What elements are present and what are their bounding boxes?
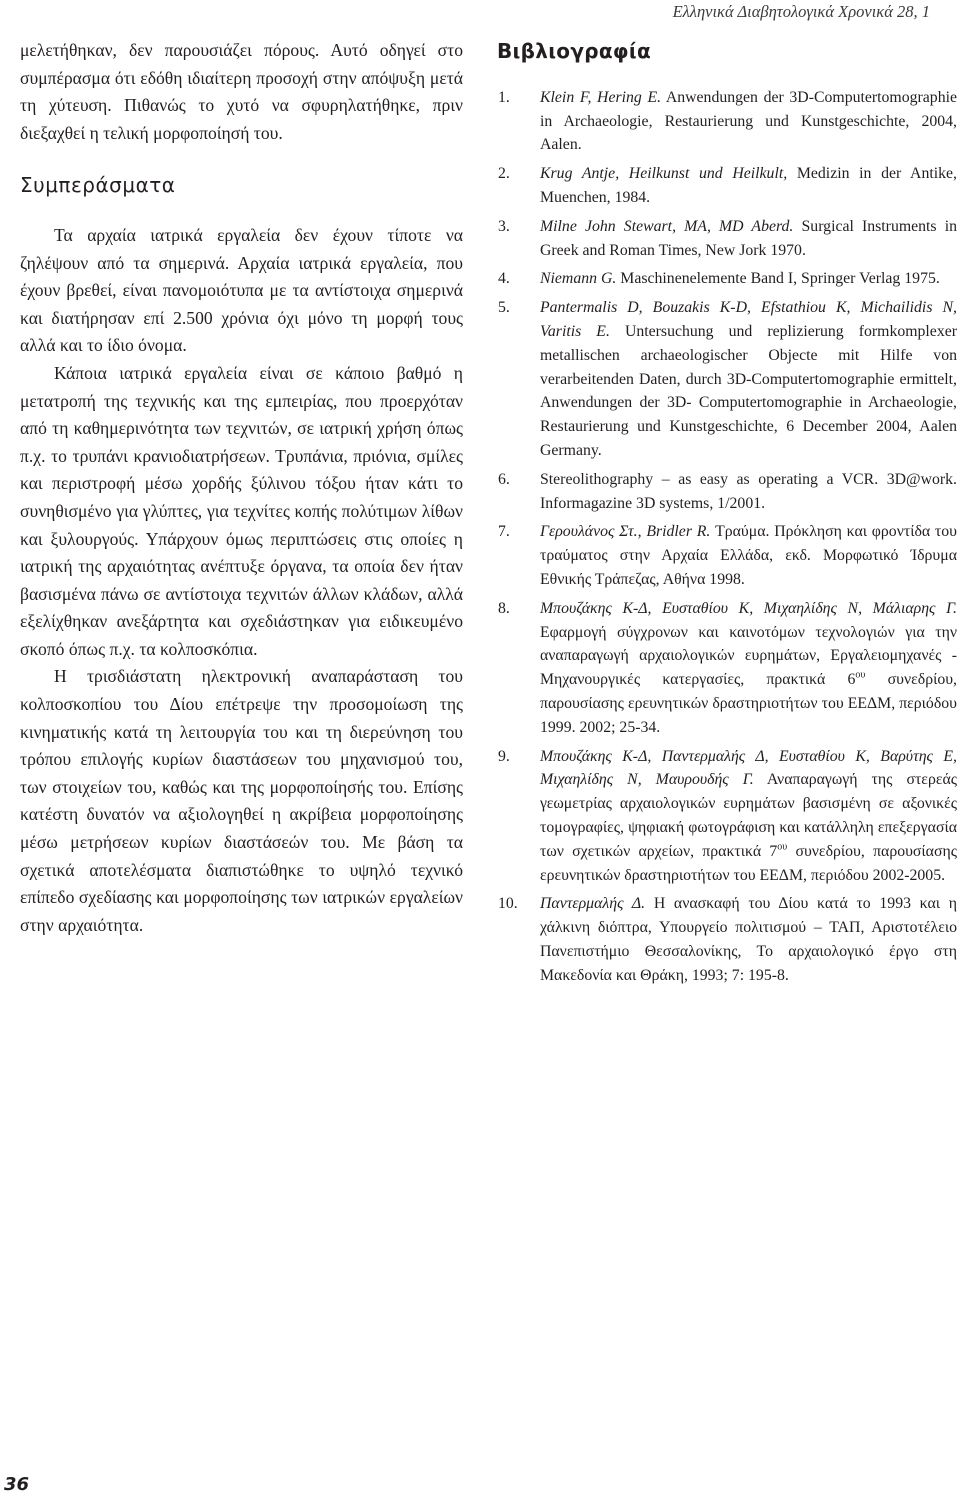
reference-authors: Pantermalis D, Bouzakis K-D, Efstathiou K, Michailidis N, Varitis E.	[540, 299, 957, 340]
reference-authors: Niemann G.	[540, 270, 617, 288]
running-head: Ελληνικά Διαβητολογικά Χρονικά 28, 1	[672, 2, 930, 21]
reference-text: Η ανασκαφή του Δίου κατά το 1993 και η χάλκινη διόπτρα, Υπουργείο πολιτισμού – ΤΑΠ, Αριστοτέλειο Πανεπιστήμιο Θεσσαλονίκης, Το αρχαιολογικό έργο στη Μακεδονία και Θράκη, 1993; 7: 195-8.	[540, 895, 957, 984]
bibliography-heading: Βιβλιογραφία	[497, 39, 652, 63]
reference-text: Anwendungen der 3D-Computertomographie in Archaeologie, Restaurierung und Kunstgeschichte, 2004, Aalen.	[540, 88, 957, 154]
reference-item	[497, 597, 957, 740]
reference-text: Αναπαραγωγή της στερεάς γεωμετρίας αρχαιολογικών ευρημάτων βασισμένη σε αξονικές τομογραφίες, ψηφιακή φωτογράφιση και κατάλληλη επεξεργασία των σχετικών αρχείων, πρακτικά 7	[540, 771, 957, 860]
reference-number: 9.	[498, 747, 510, 765]
ordinal-superscript: ου	[777, 841, 788, 853]
reference-item	[497, 215, 957, 263]
reference-item	[497, 296, 957, 463]
reference-text: Medizin in der Antike, Muenchen, 1984.	[540, 165, 957, 206]
reference-number: 5.	[498, 299, 510, 317]
reference-authors: Klein F, Hering E.	[540, 88, 662, 106]
reference-text: Maschinenelemente Band I, Springer Verlag 1975.	[616, 270, 940, 288]
reference-authors: Μπουζάκης Κ-Δ, Ευσταθίου Κ, Μιχαηλίδης Ν, Μάλιαρης Γ.	[540, 599, 957, 617]
reference-item	[497, 468, 957, 516]
reference-text: Untersuchung und replizierung formkomplexer metallischen archaeologischer Objecte mit Hilfe von verarbeitenden Daten, durch 3D-Computertomographie ermittelt, Anwendungen der 3D- Computertomographie in Archaeologie, Restaurierung und Kunstgeschichte, 6 December 2004, Aalen Germany.	[540, 322, 957, 459]
conclusions-paragraph: Κάποια ιατρικά εργαλεία είναι σε κάποιο βαθμό η μετατροπή της τεχνικής και της εμπειρίας, που προερχόταν από τη καθημερινότητα των τεχνιτών, σε ιατρική χρήση όπως π.χ. το τρυπάνι κρανιοδιατρήσεων. Τρυπάνια, πριόνια, σμίλες και περιστροφή μέσω χορδής ξύλινου τόξου ήταν κάτι το συνηθισμένο για γλύπτες, για τεχνίτες κοπής πολύτιμων λίθων και ξυλουργούς. Υπάρχουν όμως περιπτώσεις στις οποίες η ιατρική της αρχαιότητας ανέπτυξε όργανα, τα οποία δεν ήταν βασισμένα πάνω σε αντίστοιχα τεχνιτών άλλων κλάδων, αλλά εξελίχθηκαν ανεξάρτητα και σχεδιάστηκαν για ειδικευμένο σκοπό όπως π.χ. τα κολποσκόπια.	[20, 362, 463, 659]
reference-text-continued: συνεδρίου, παρουσίασης ερευνητικών δραστηριοτήτων του ΕΕΔΜ, περιόδου 1999. 2002; 25-34.	[540, 671, 957, 736]
body-text-column	[20, 37, 463, 939]
reference-item	[497, 892, 957, 987]
reference-text: Εφαρμογή σύγχρονων και καινοτόμων τεχνολογιών για την αναπαραγωγή αρχαιολογικών ευρημάτων, Εργαλειομηχανές - Μηχανουργικές κατεργασίες, πρακτικά 6	[540, 623, 957, 689]
reference-item	[497, 86, 957, 157]
reference-text: Τραύμα. Πρόκληση και φροντίδα του τραύματος στην Αρχαία Ελλάδα, εκδ. Μορφωτικό Ίδρυμα Εθνικής Τράπεζας, Αθήνα 1998.	[540, 523, 957, 588]
reference-number: 7.	[498, 523, 510, 541]
conclusions-paragraph: Τα αρχαία ιατρικά εργαλεία δεν έχουν τίποτε να ζηλέψουν από τα σημερινά. Αρχαία ιατρικά εργαλεία, που έχουν βρεθεί, είναι πανομοιότυπα με τα αντίστοιχα σημερινά και διατήρησαν επί 2.500 χρόνια όχι μόνο τη μορφή τους αλλά και το ίδιο όνομα.	[20, 224, 463, 356]
reference-authors: Μπουζάκης Κ-Δ, Παντερμαλής Δ, Ευσταθίου Κ, Βαρύτης Ε, Μιχαηλίδης Ν, Μαυρουδής Γ.	[540, 747, 957, 789]
bibliography-column	[497, 40, 957, 992]
reference-text: Stereolithography – as easy as operating a VCR. 3D@work. Informagazine 3D systems, 1/2001.	[540, 470, 957, 512]
reference-authors: Παντερμαλής Δ.	[540, 895, 646, 913]
reference-number: 10.	[498, 895, 518, 913]
reference-number: 4.	[498, 270, 510, 288]
reference-text-continued: συνεδρίου, παρουσίασης ερευνητικών δραστηριοτήτων του ΕΕΔΜ, περιόδου 2002-2005.	[540, 842, 957, 884]
conclusions-paragraph: Η τρισδιάστατη ηλεκτρονική αναπαράσταση του κολποσκοπίου του Δίου επέτρεψε την προσομοίωση της κινηματικής κατά τη λειτουργία του και τη διερεύνηση του τρόπου επιλογής κυρίων διαστάσεων του μηχανισμού του, των στοιχείων του, καθώς και της μορφοποίησής του. Επίσης κατέστη δυνατόν να αξιολογηθεί η ακρίβεια μορφοποίησης μέσω μετρήσεων κυρίων διαστάσεών του. Με βάση τα σχετικά αποτελέσματα διαπιστώθηκε το υψηλό τεχνικό επίπεδο σχεδίασης και μορφοποίησης των ιατρικών εργαλείων στην αρχαιότητα.	[20, 666, 463, 935]
reference-authors: Krug Antje, Heilkunst und Heilkult,	[540, 165, 788, 183]
reference-number: 8.	[498, 599, 510, 617]
intro-paragraph: μελετήθηκαν, δεν παρουσιάζει πόρους. Αυτό οδηγεί στο συμπέρασμα ότι εδόθη ιδιαίτερη προσοχή στην απόψυξη μετά τη χύτευση. Πιθανώς το χυτό να σφυρηλατήθηκε, πριν διεξαχθεί η τελική μορφοποίησή του.	[20, 40, 463, 143]
reference-authors: Γερουλάνος Στ., Bridler R.	[540, 523, 711, 541]
reference-number: 6.	[498, 470, 510, 488]
reference-number: 3.	[498, 217, 510, 235]
reference-item	[497, 162, 957, 210]
reference-item	[497, 267, 957, 291]
reference-authors: Milne John Stewart, MA, MD Aberd.	[540, 217, 794, 235]
reference-item	[497, 520, 957, 591]
page-number: 36	[4, 1474, 30, 1495]
reference-text: Surgical Instruments in Greek and Roman Times, New Jork 1970.	[540, 217, 957, 259]
reference-number: 1.	[498, 88, 510, 106]
ordinal-superscript: ου	[855, 669, 866, 681]
reference-number: 2.	[498, 165, 510, 183]
conclusions-heading: Συμπεράσματα	[20, 173, 176, 198]
reference-item	[497, 745, 957, 888]
